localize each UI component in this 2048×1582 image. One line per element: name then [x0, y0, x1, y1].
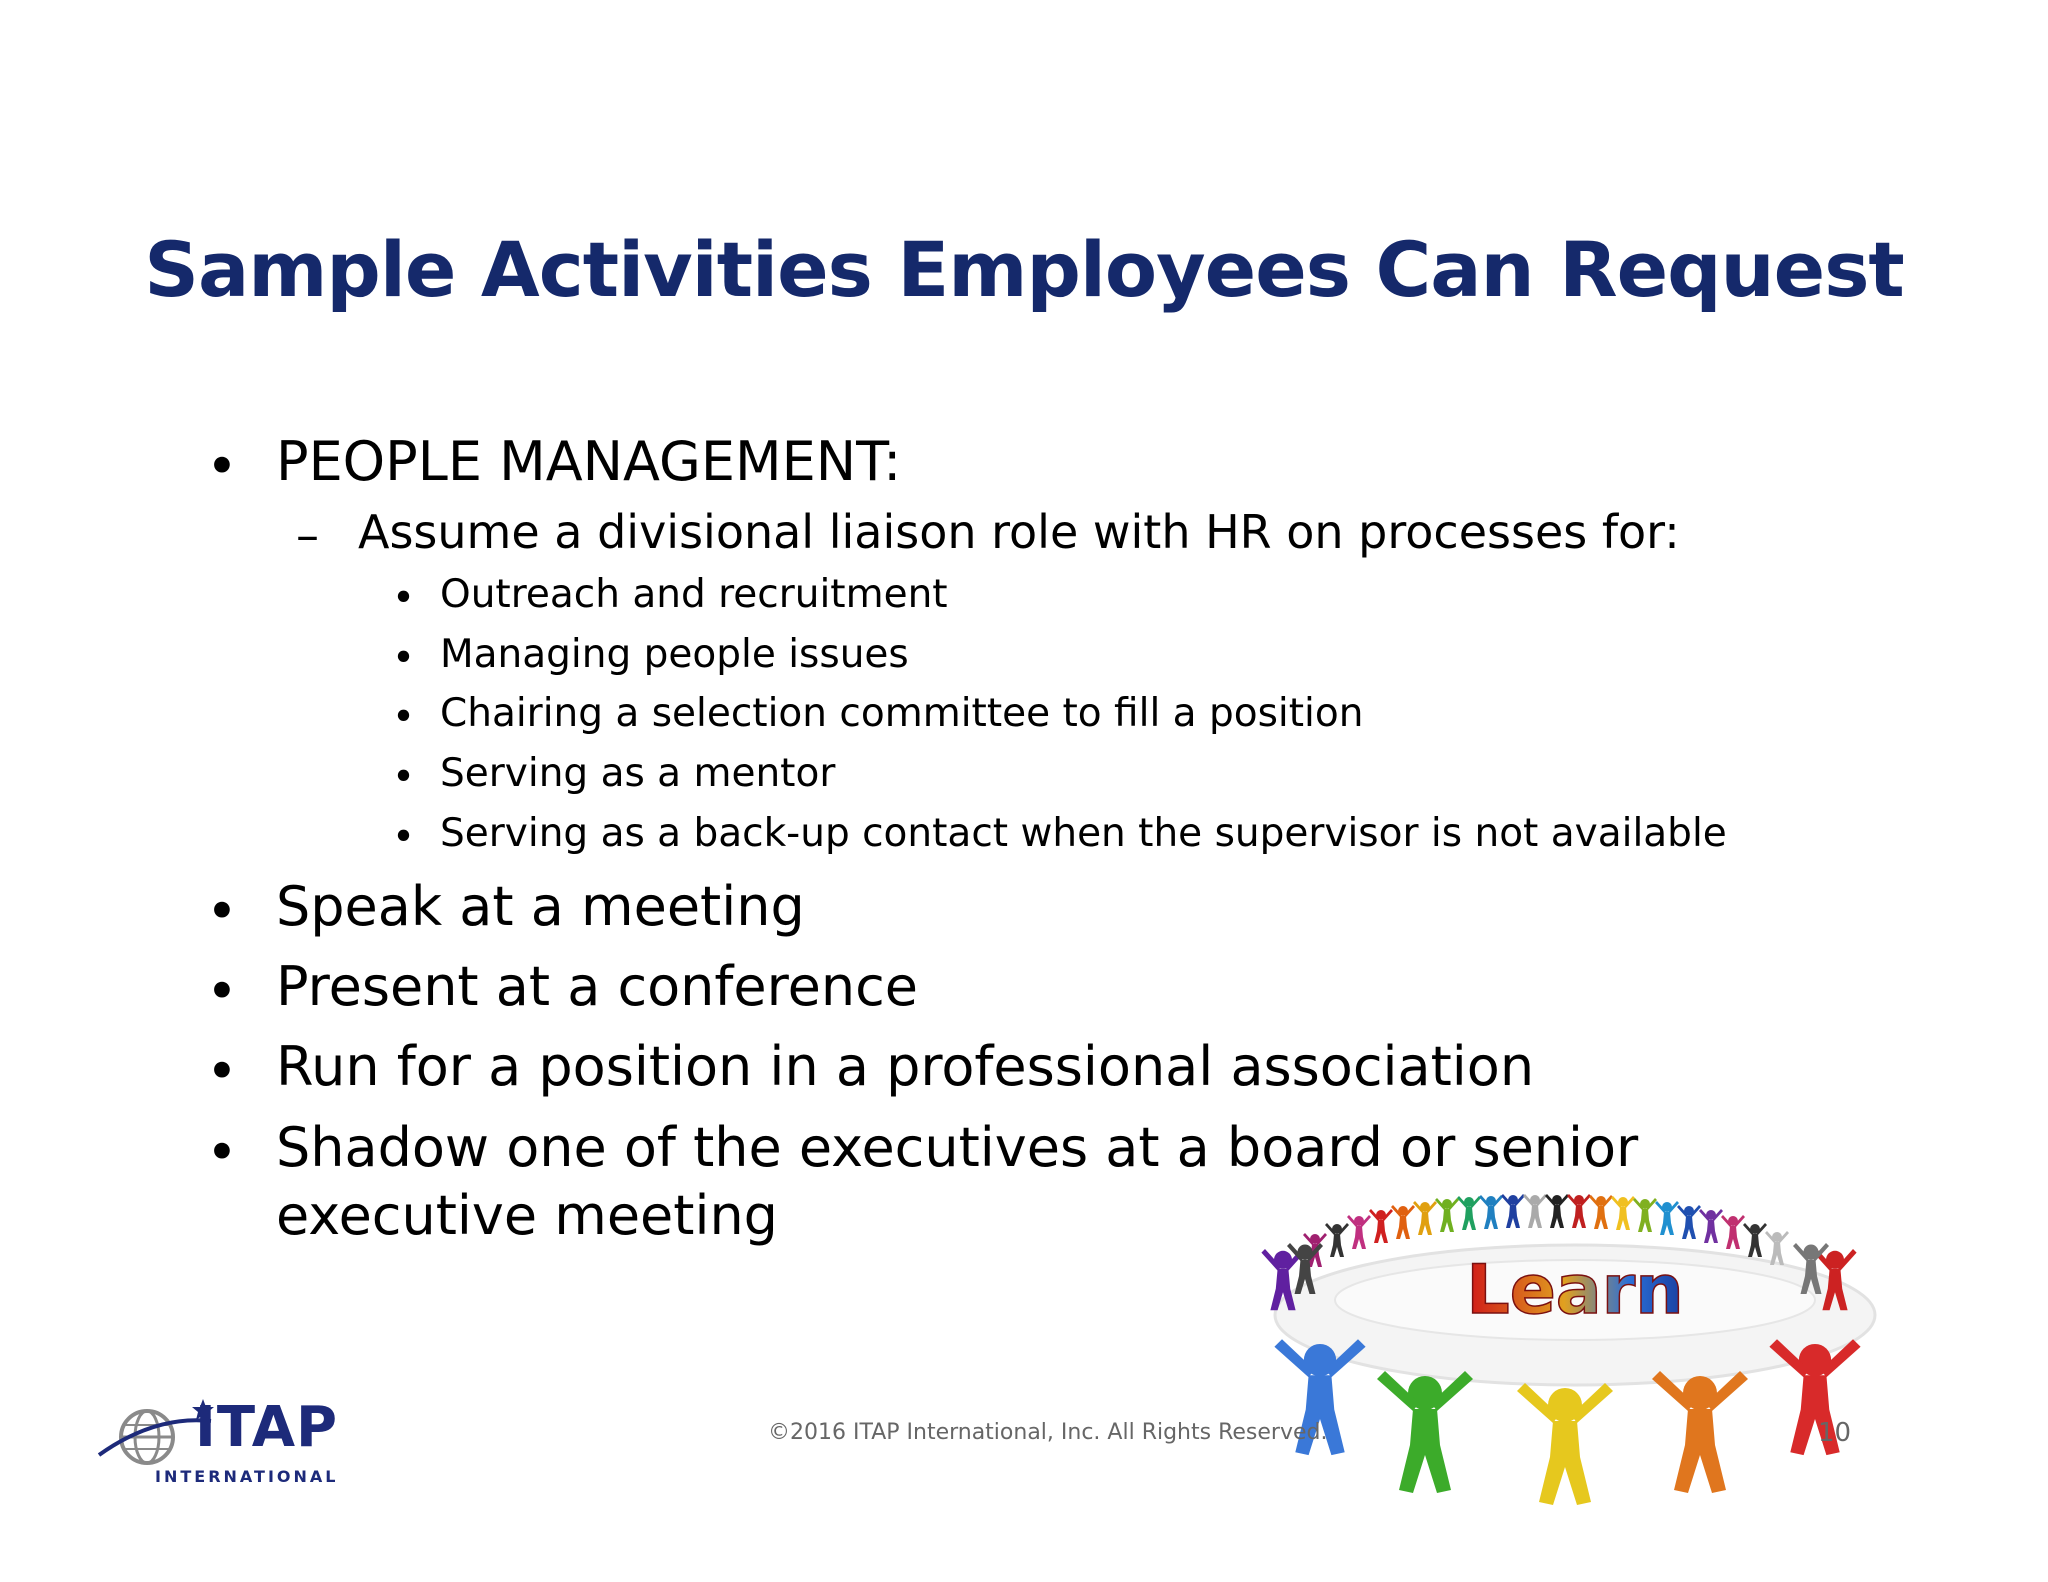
sub-bullet-marker: • — [392, 636, 416, 681]
slide-title: Sample Activities Employees Can Request — [144, 225, 1904, 314]
bullet-shadow-executives-cont: executive meeting — [276, 1184, 778, 1247]
logo-name: ITAP — [195, 1395, 339, 1460]
sub-bullet-selection-committee: Chairing a selection committee to fill a position — [440, 691, 1364, 736]
bullet-marker: • — [206, 960, 238, 1023]
sub-bullet-backup-contact: Serving as a back-up contact when the supervisor is not available — [440, 811, 1727, 856]
bullet-marker: • — [206, 1040, 238, 1103]
bullet-liaison-role: Assume a divisional liaison role with HR on processes for: — [358, 505, 1680, 559]
bullet-marker: • — [206, 1121, 238, 1184]
dash-marker: – — [296, 508, 319, 562]
bullet-people-management: PEOPLE MANAGEMENT: — [276, 430, 902, 493]
copyright-footer: ©2016 ITAP International, Inc. All Rights Reserved. — [768, 1420, 1328, 1445]
sub-bullet-marker: • — [392, 755, 416, 800]
sub-bullet-marker: • — [392, 695, 416, 740]
people-circle-learn-illustration — [1245, 1185, 1905, 1515]
bullet-shadow-executives: Shadow one of the executives at a board or senior — [276, 1116, 1639, 1179]
sub-bullet-outreach: Outreach and recruitment — [440, 572, 948, 617]
bullet-speak-meeting: Speak at a meeting — [276, 875, 805, 938]
bullet-present-conference: Present at a conference — [276, 955, 919, 1018]
logo-subtitle: INTERNATIONAL — [155, 1467, 339, 1486]
page-number: 10 — [1818, 1418, 1852, 1448]
bullet-marker: • — [206, 880, 238, 943]
learn-word: Learn — [1466, 1251, 1684, 1330]
sub-bullet-marker: • — [392, 576, 416, 621]
sub-bullet-managing-people: Managing people issues — [440, 632, 909, 677]
bullet-marker: • — [206, 435, 238, 498]
sub-bullet-mentor: Serving as a mentor — [440, 751, 836, 796]
itap-logo — [95, 1395, 385, 1505]
bullet-run-for-position: Run for a position in a professional association — [276, 1035, 1535, 1098]
sub-bullet-marker: • — [392, 815, 416, 860]
